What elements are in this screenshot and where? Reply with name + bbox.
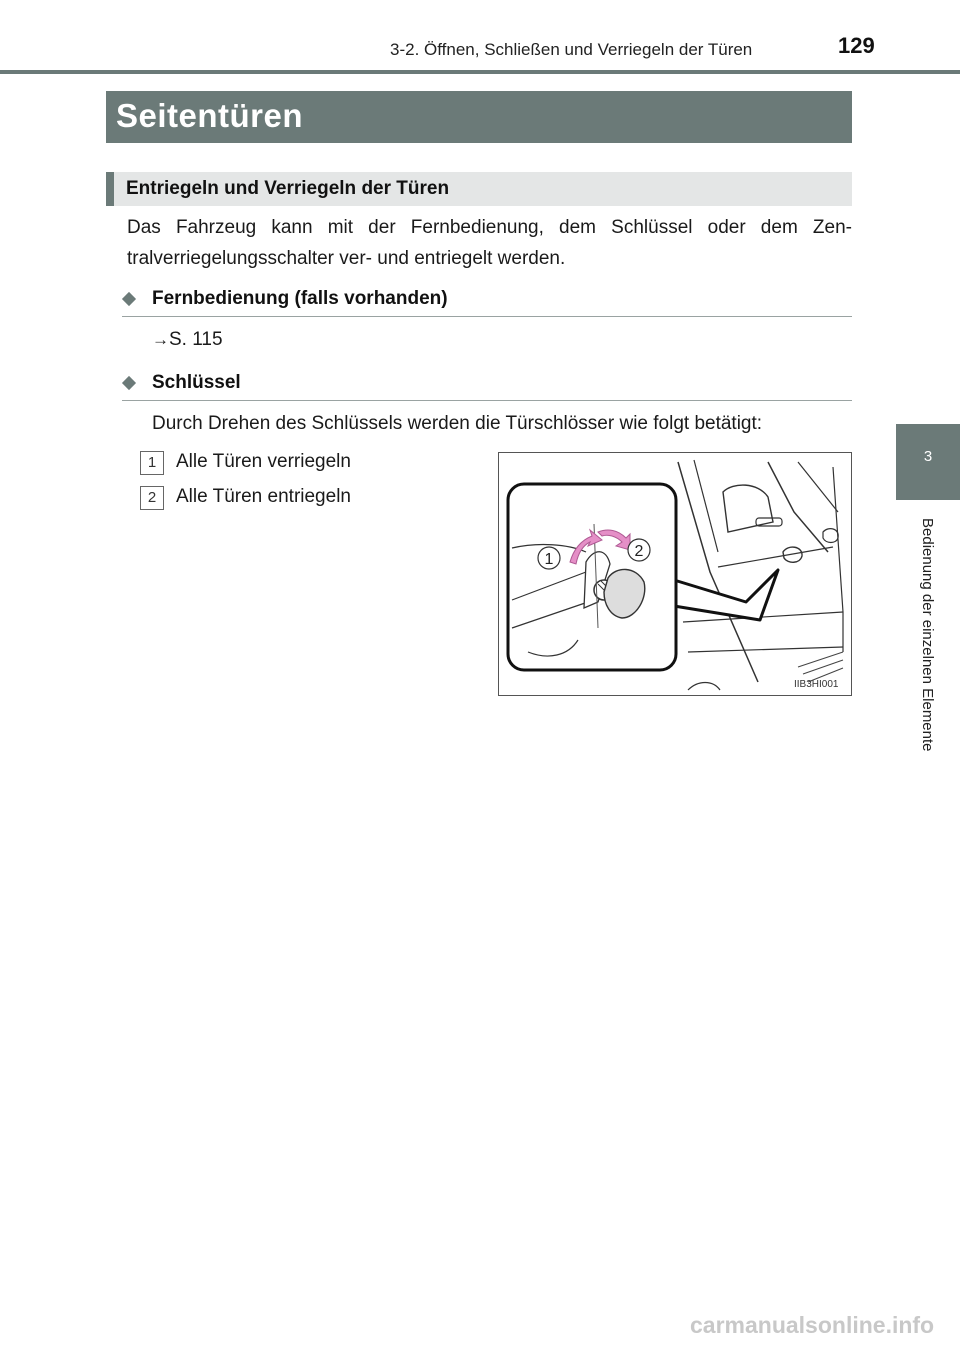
door-key-illustration [498,452,852,696]
chapter-title: 3-2. Öffnen, Schließen und Verriegeln der Türen [390,40,753,59]
section-accent [106,172,114,206]
chapter-tab [896,424,960,500]
step-text: Alle Türen entriegeln [176,486,351,507]
diamond-bullet-icon [122,292,136,306]
chapter-tab-number: 3 [923,448,933,465]
figure-callout-2: 2 [634,543,644,560]
remote-subheading-label: Fernbedienung (falls vorhanden) [152,288,448,309]
watermark: carmanualsonline.info [690,1312,935,1338]
key-subheading-label: Schlüssel [152,372,241,393]
chapter-side-label-text: Bedienung der einzelnen Elemente [919,518,936,752]
key-description: Durch Drehen des Schlüssels werden die Türschlösser wie folgt betätigt: [152,413,763,434]
header-rule [0,70,960,74]
diamond-bullet-icon [122,376,136,390]
section-heading-bar [106,172,852,206]
remote-subheading [122,286,852,317]
intro-paragraph: Das Fahrzeug kann mit der Fernbedienung, dem Schlüssel oder dem Zentralverriegelungsschalter ver- und entriegelt werden. [127,217,852,269]
page-title-bar [106,91,852,143]
step-number-badge: 2 [140,486,164,510]
key-subheading [122,370,852,401]
page-reference-label: S. 115 [169,329,223,350]
step-text: Alle Türen verriegeln [176,451,351,472]
arrow-right-icon: → [152,330,169,349]
step-number-badge: 1 [140,451,164,475]
page-title: Seitentüren [116,97,304,134]
figure-callout-1: 1 [544,551,554,568]
page-reference[interactable] [152,329,223,351]
section-heading: Entriegeln und Verriegeln der Türen [126,178,450,199]
figure-code: IIB3HI001 [794,679,839,690]
page-number: 129 [838,33,875,58]
